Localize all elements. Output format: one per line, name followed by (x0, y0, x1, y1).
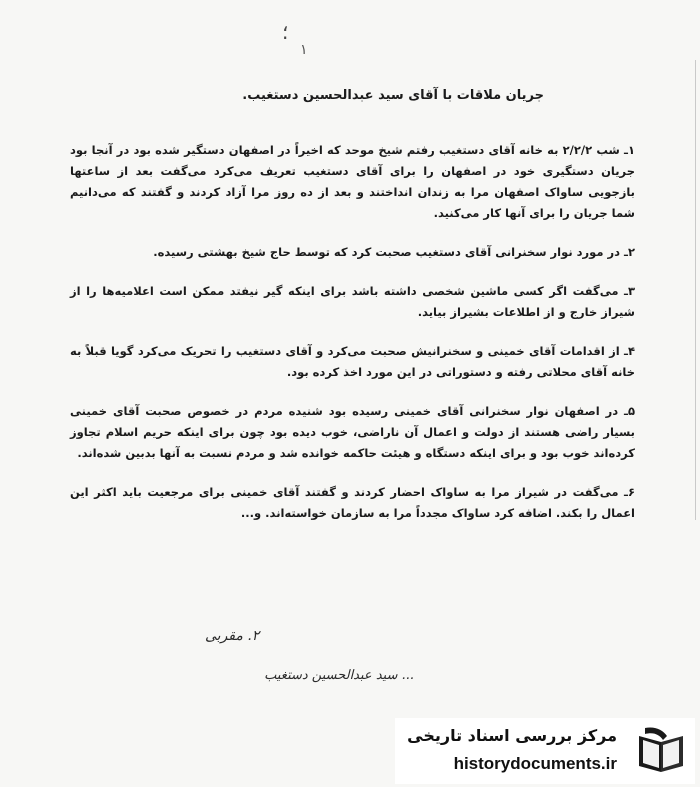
paragraph-6: ۶ـ می‌گفت در شیراز مرا به ساواک احضار کردند و گفتند آقای خمینی برای مرجعیت باید اکثر این اعمال را بکند. اضافه کرد ساواک مجدداً مرا به سازمان خواسته‌اند. و... (70, 485, 635, 520)
watermark-title: مرکز بررسی اسناد تاریخی (407, 726, 617, 745)
watermark-banner (395, 718, 695, 784)
watermark-url: historydocuments.ir (453, 754, 617, 773)
paragraph-1: ۱ـ شب ۲/۲/۲ به خانه آقای دستغیب رفتم شیخ موحد که اخیراً در اصفهان دستگیر شده بود در آنجا بود جریان دستگیری خود در اصفهان را برای آقای دستغیب تعریف می‌کرد می‌گفت بعد از ساعتها بازجویی ساواک اصفهان مرا به زندان انداختند و بعد از ده روز مرا آزاد کردند و گفتند که می‌دانیم شما جریان را برای آنها کار می‌کنید. (70, 143, 636, 220)
handwritten-note: ۲. مقربی (205, 628, 260, 644)
paragraph-3: ۳ـ می‌گفت اگر کسی ماشین شخصی داشته باشد برای اینکه گیر نیفتد ممکن است اعلامیه‌ها را از شیراز خارج و از اطلاعات بشیراز بیاید. (70, 284, 635, 319)
paragraph-4: ۴ـ از اقدامات آقای خمینی و سخنرانیش صحبت می‌کرد و آقای دستغیب را تحریک می‌کرد گویا قبلاً به خانه آقای محلاتی رفته و دستوراتی در این مورد اخذ کرده بود. (70, 344, 635, 379)
open-book-icon (633, 722, 689, 778)
handwritten-signature: ... سید عبدالحسین دستغیب (264, 668, 414, 683)
paragraph-5: ۵ـ در اصفهان نوار سخنرانی آقای خمینی رسیده بود شنیده مردم در خصوص صحبت آقای خمینی بسیار راضی هستند از دولت و اعمال آن ناراضی، خوب دیده بود چون برای اینکه حریم اسلام تجاوز کرده‌اند خوب بود و برای اینکه دستگاه و هیئت حاکمه خوانده شد و مردم نسبت به آنها بدبین شده‌اند. (70, 404, 635, 460)
page-edge-line (695, 60, 696, 520)
top-mark: ؛ (282, 20, 289, 44)
paragraph-2: ۲ـ در مورد نوار سخنرانی آقای دستغیب صحبت کرد که توسط حاج شیخ بهشتی رسیده. (153, 245, 635, 259)
top-number: ۱ (300, 42, 308, 58)
document-body (70, 140, 635, 542)
document-title: جریان ملاقات با آقای سید عبدالحسین دستغیب. (242, 88, 544, 103)
